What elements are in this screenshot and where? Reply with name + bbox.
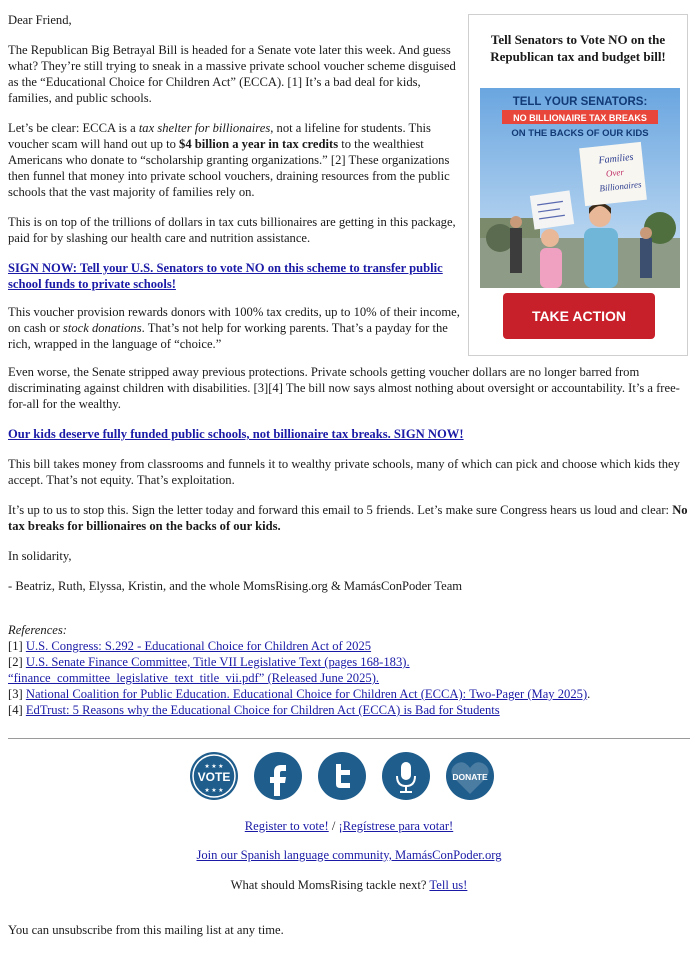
greeting: Dear Friend, — [8, 13, 72, 27]
email-body-cont — [8, 304, 460, 352]
paragraph-ecca — [8, 120, 460, 200]
closing: In solidarity, — [8, 549, 72, 563]
banner-line-3: ON THE BACKS OF OUR KIDS — [511, 128, 649, 139]
reference-item-1 — [8, 638, 688, 654]
sign-word-2: Over — [605, 166, 625, 179]
paragraph-intro: The Republican Big Betrayal Bill is headed for a Senate vote later this week. And guess what? They’re still trying to sneak in a massive private school voucher scheme disguised as the “Educational Choice for Children Act” (ECCA). [1] It’s a bad deal for kids, families, and public schools. — [8, 43, 456, 105]
register-to-vote-link[interactable]: Register to vote! — [244, 819, 329, 833]
spanish-community-line — [8, 847, 690, 863]
donate-icon-label: DONATE — [452, 772, 488, 782]
sign-now-link-1-wrap — [8, 260, 460, 292]
sign-word-3: Billionaires — [598, 179, 642, 194]
text-run: Let’s be clear: ECCA is a — [8, 121, 139, 135]
reference-item-4 — [8, 702, 688, 718]
sign-now-link-2[interactable]: Our kids deserve fully funded public schools, not billionaire tax breaks. SIGN NOW! — [8, 427, 464, 441]
text-run: It’s up to us to stop this. Sign the letter today and forward this email to 5 friends. Let’s make sure Congress hears us loud and clear: — [8, 503, 673, 517]
sign-now-link-1[interactable]: SIGN NOW: Tell your U.S. Senators to vote NO on this scheme to transfer public school funds to private schools! — [8, 261, 443, 291]
reference-number: [3] — [8, 687, 26, 701]
emphasis-text: tax shelter for billionaires — [138, 121, 271, 135]
footer-divider — [8, 738, 690, 739]
rally-photo-graphic — [480, 88, 680, 288]
banner-line-2: NO BILLIONAIRE TAX BREAKS — [513, 113, 647, 123]
paragraph-protections: Even worse, the Senate stripped away previous protections. Private schools getting voucher dollars are no longer barred from discriminating against children with disabilities. [3][4] The bill now says almost nothing about oversight or accountability. It’s a free-for-all for the wealthy. — [8, 365, 680, 411]
signature: - Beatriz, Ruth, Elyssa, Kristin, and the whole MomsRising.org & MamásConPoder Team — [8, 579, 463, 593]
social-icons — [190, 752, 510, 802]
reference-number: [2] — [8, 655, 26, 669]
paragraph-stop-this — [8, 502, 688, 534]
facebook-icon-graphic — [254, 752, 302, 800]
tell-us-link[interactable]: Tell us! — [429, 878, 468, 892]
take-action-button[interactable]: TAKE ACTION — [503, 293, 655, 339]
paragraph-tax-cuts: This is on top of the trillions of dollars in tax cuts billionaires are getting in this package, paid for by slashing our health care and nutrition assistance. — [8, 215, 456, 245]
reference-suffix: . — [587, 687, 591, 701]
reference-link-4[interactable]: EdTrust: 5 Reasons why the Educational Choice for Children Act (ECCA) is Bad for Students — [25, 703, 500, 717]
vote-icon-graphic — [190, 752, 238, 800]
email-body-wide — [8, 364, 688, 594]
unsubscribe-notice: You can unsubscribe from this mailing list at any time. — [8, 923, 284, 937]
svg-text:★ ★ ★: ★ ★ ★ — [204, 788, 224, 794]
reference-item-2 — [8, 654, 448, 686]
twitter-icon[interactable] — [318, 752, 366, 800]
donate-icon[interactable] — [446, 752, 494, 800]
references — [8, 622, 688, 718]
facebook-icon[interactable] — [254, 752, 302, 800]
text-run: . That’s not help for working parents. That’s a payday for the rich, wrapped in the language of “choice.” — [8, 321, 448, 351]
twitter-icon-graphic — [318, 752, 366, 800]
action-sidebar — [468, 14, 688, 356]
reference-number: [1] — [8, 639, 26, 653]
references-heading: References: — [8, 623, 67, 637]
reference-number: [4] — [8, 703, 26, 717]
bold-text: $4 billion a year in tax credits — [179, 137, 339, 151]
reference-link-3[interactable]: National Coalition for Public Education. Educational Choice for Children Act (ECCA): Two-Pager (May 2025) — [25, 687, 588, 701]
text-run: , not a lifeline for students. This voucher scam will hand out up to — [8, 121, 431, 151]
reference-link-1[interactable]: U.S. Congress: S.292 - Educational Choice for Children Act of 2025 — [25, 639, 372, 653]
podcast-icon[interactable] — [382, 752, 430, 800]
tackle-next-text: What should MomsRising tackle next? — [230, 878, 430, 892]
text-run: This voucher provision rewards donors with 100% tax credits, up to 10% of their income, on cash or — [8, 305, 460, 335]
paragraph-classrooms: This bill takes money from classrooms and funnels it to wealthy private schools, many of which can pick and choose which kids they accept. That’s not equity. That’s exploitation. — [8, 457, 680, 487]
separator: / — [328, 819, 339, 833]
emphasis-text: stock donations — [62, 321, 142, 335]
register-line — [8, 818, 690, 834]
reference-link-2[interactable]: U.S. Senate Finance Committee, Title VII Legislative Text (pages 168-183). “finance_committee_legislative_text_title_vii.pdf” (Released June 2025). — [8, 655, 410, 685]
svg-text:★ ★ ★: ★ ★ ★ — [204, 764, 224, 770]
sign-now-link-2-wrap — [8, 426, 688, 442]
reference-item-3 — [8, 686, 688, 702]
email-body — [8, 12, 460, 306]
donate-icon-graphic — [446, 752, 494, 800]
paragraph-donors — [8, 304, 460, 352]
sidebar-title: Tell Senators to Vote NO on the Republican tax and budget bill! — [490, 32, 666, 64]
podcast-icon-graphic — [382, 752, 430, 800]
text-run: to the wealthiest Americans who donate to “scholarship granting organizations.” [2] These organizations then funnel that money into private school vouchers, draining resources from the public schools that the vast majority of families rely on. — [8, 137, 450, 199]
sign-word-1: Families — [597, 151, 634, 167]
bold-text: No tax breaks for billionaires on the backs of our kids. — [8, 503, 688, 533]
banner-line-1: TELL YOUR SENATORS: — [512, 96, 648, 108]
tackle-next-line — [8, 877, 690, 893]
spanish-community-link[interactable]: Join our Spanish language community, MamásConPoder.org — [196, 848, 502, 862]
registrese-link[interactable]: ¡Regístrese para votar! — [338, 819, 454, 833]
vote-icon-label: VOTE — [197, 770, 231, 784]
vote-icon[interactable] — [190, 752, 238, 800]
rally-photo[interactable] — [480, 88, 680, 288]
